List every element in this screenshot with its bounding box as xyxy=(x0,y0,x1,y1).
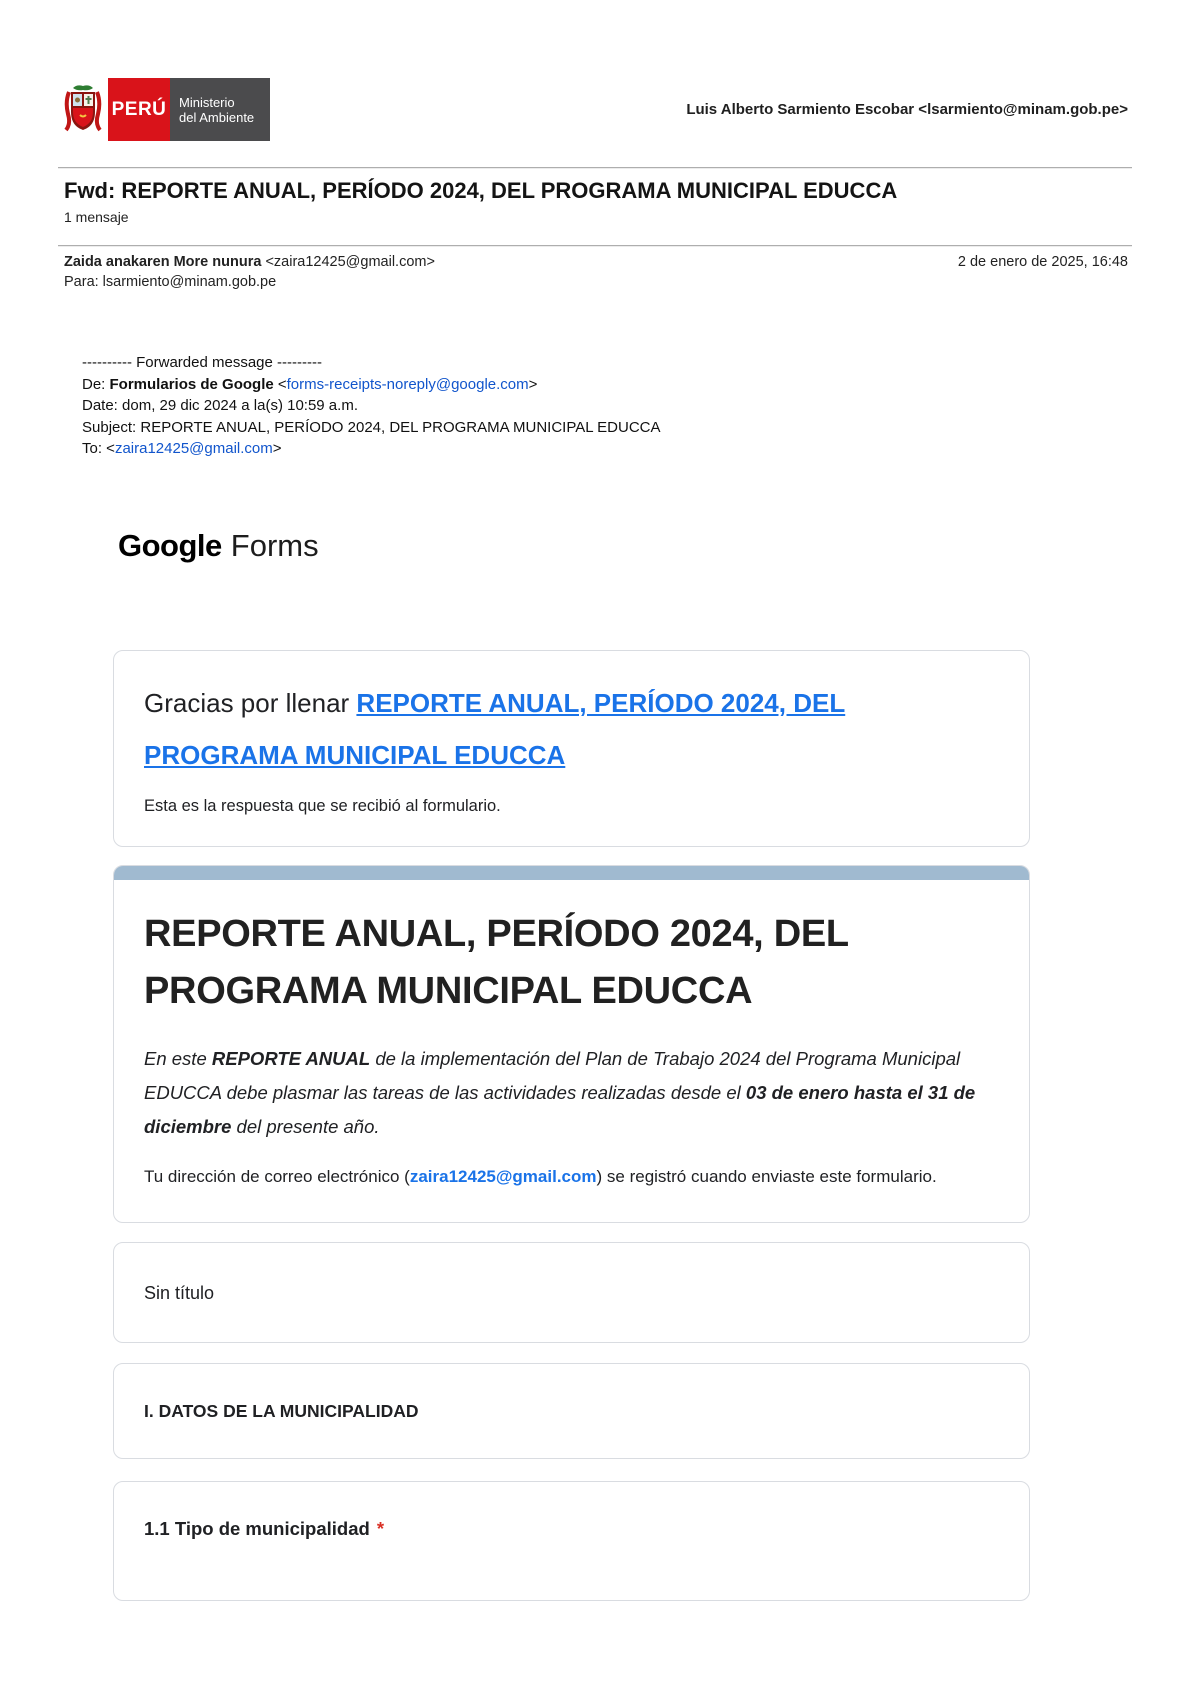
account-email: Luis Alberto Sarmiento Escobar <lsarmiento@minam.gob.pe> xyxy=(686,101,1128,118)
form-title-link[interactable]: REPORTE ANUAL, PERÍODO 2024, DEL PROGRAMA MUNICIPAL EDUCCA xyxy=(144,687,846,770)
thanks-text xyxy=(144,677,999,781)
message-count: 1 mensaje xyxy=(64,209,129,225)
thanks-card xyxy=(113,650,1030,847)
sender-row xyxy=(64,254,1128,270)
peru-logo-red-block xyxy=(108,78,170,141)
divider xyxy=(58,245,1132,247)
divider xyxy=(58,167,1132,169)
page-header xyxy=(0,0,1190,141)
response-note: Esta es la respuesta que se recibió al formulario. xyxy=(144,796,501,815)
description-part3: del presente año. xyxy=(231,1115,380,1137)
ministry-name-block xyxy=(170,78,270,141)
sender-name: Zaida anakaren More nunura xyxy=(64,254,262,270)
to-label: To: < xyxy=(82,440,115,457)
email-date: 2 de enero de 2025, 16:48 xyxy=(957,254,1128,270)
forwarded-from-line xyxy=(82,374,1128,396)
from-name: Formularios de Google xyxy=(109,375,274,393)
form-description xyxy=(144,1042,999,1144)
from-bracket-close: > xyxy=(528,375,538,393)
description-part2: de la implementación del Plan de Trabajo 2024 del Programa Municipal EDUCCA debe plasmar las tareas de las actividades realizadas desde el xyxy=(144,1047,961,1103)
sender-address: <zaira12425@gmail.com> xyxy=(265,254,435,270)
question-title xyxy=(144,1518,999,1540)
forwarded-from-email-link[interactable]: forms-receipts-noreply@google.com xyxy=(286,375,529,393)
bottom-spacer xyxy=(0,1601,1190,1660)
to-bracket-close: > xyxy=(272,440,282,457)
forwarded-message-block xyxy=(82,352,1128,460)
forwarded-separator: ---------- Forwarded message --------- xyxy=(82,354,322,371)
question-title-text: 1.1 Tipo de municipalidad xyxy=(144,1517,370,1539)
ministry-name-line2: del Ambiente xyxy=(179,109,255,125)
description-part1: En este xyxy=(144,1047,212,1069)
description-bold2: 03 de enero hasta el 31 de diciembre xyxy=(144,1081,976,1137)
from-label: De: xyxy=(82,375,110,393)
respondent-email-note xyxy=(144,1160,999,1194)
forwarded-subject-line: Subject: REPORTE ANUAL, PERÍODO 2024, DEL PROGRAMA MUNICIPAL EDUCCA xyxy=(82,418,661,436)
section-heading: I. DATOS DE LA MUNICIPALIDAD xyxy=(144,1400,419,1421)
email-subject-title: Fwd: REPORTE ANUAL, PERÍODO 2024, DEL PROGRAMA MUNICIPAL EDUCCA xyxy=(64,178,898,203)
form-card-accent-bar xyxy=(114,866,1029,880)
ministry-name-line1: Ministerio xyxy=(179,94,235,110)
google-forms-logo xyxy=(118,528,1190,564)
required-asterisk: * xyxy=(376,1517,385,1539)
minam-logo xyxy=(58,78,270,141)
untitled-section-title: Sin título xyxy=(144,1282,215,1303)
respondent-part2: ) se registró cuando enviaste este formulario. xyxy=(596,1166,937,1186)
form-title-heading: REPORTE ANUAL, PERÍODO 2024, DEL PROGRAMA MUNICIPAL EDUCCA xyxy=(144,912,849,1012)
from-bracket-open: < xyxy=(273,375,287,393)
peru-coat-of-arms-icon xyxy=(58,78,108,141)
respondent-email-link[interactable]: zaira12425@gmail.com xyxy=(409,1166,597,1186)
forwarded-to-email-link[interactable]: zaira12425@gmail.com xyxy=(114,440,273,457)
respondent-part1: Tu dirección de correo electrónico ( xyxy=(144,1166,410,1186)
thanks-prefix: Gracias por llenar xyxy=(144,687,357,718)
forwarded-to-line xyxy=(82,438,1128,460)
form-card xyxy=(113,865,1030,1223)
subject-block xyxy=(64,178,1128,225)
google-wordmark: Google xyxy=(118,527,222,563)
description-bold1: REPORTE ANUAL xyxy=(211,1047,371,1069)
section-card xyxy=(113,1363,1030,1459)
question-card xyxy=(113,1481,1030,1601)
recipient-line: Para: lsarmiento@minam.gob.pe xyxy=(64,274,277,290)
sender-info xyxy=(64,254,435,270)
forms-wordmark: Forms xyxy=(230,527,319,563)
forwarded-date-line: Date: dom, 29 dic 2024 a la(s) 10:59 a.m. xyxy=(82,397,358,414)
peru-label: PERÚ xyxy=(111,98,167,120)
untitled-section-card xyxy=(113,1242,1030,1343)
